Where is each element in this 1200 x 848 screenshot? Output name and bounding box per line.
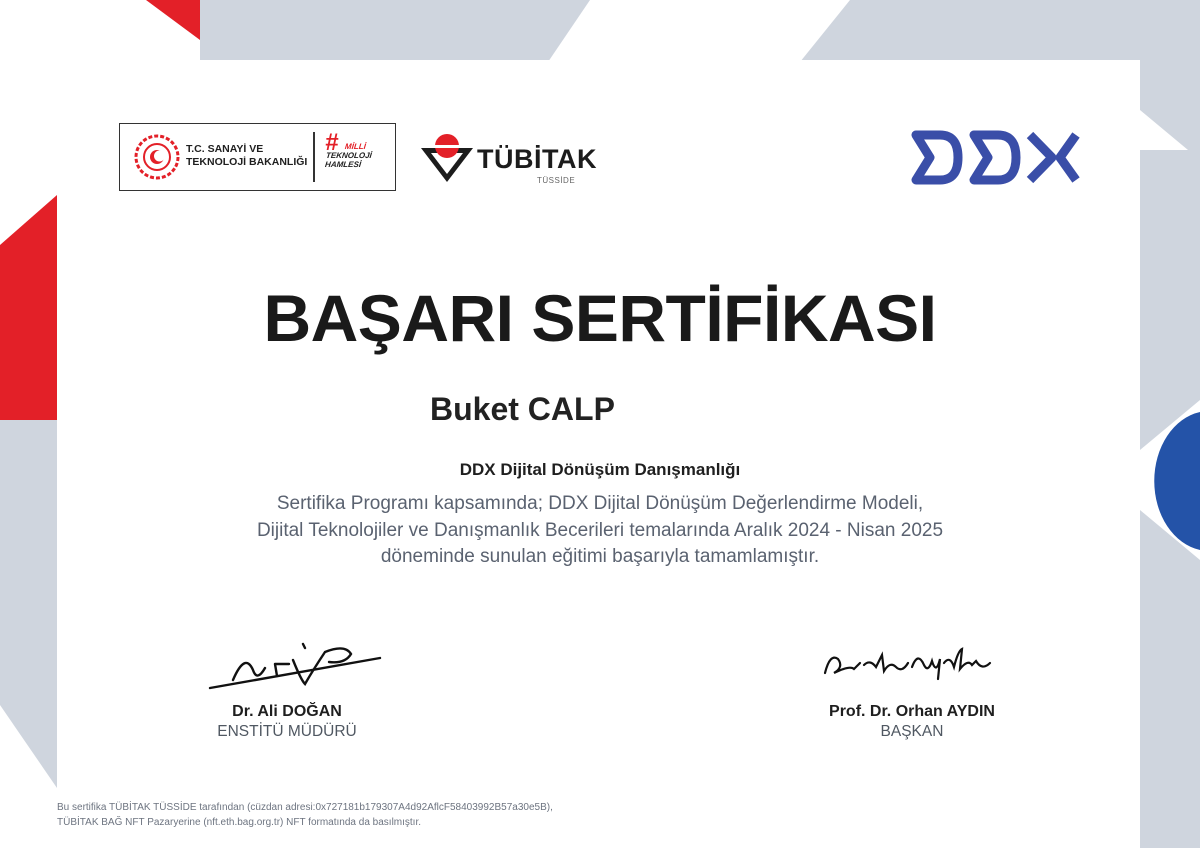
description-line: döneminde sunulan eğitimi başarıyla tamamlamıştır. [380, 546, 820, 567]
footer-line2: TÜBİTAK BAĞ NFT Pazaryerine (nft.eth.bag.org.tr) NFT formatında da basılmıştır. [57, 817, 422, 828]
certificate-description [0, 491, 1200, 571]
tubitak-subtitle: TÜSSİDE [537, 176, 576, 185]
signatory-left-role: ENSTİTÜ MÜDÜRÜ [217, 723, 357, 740]
signatory-right [762, 702, 1062, 742]
ministry-name-line1: T.C. SANAYİ VE [186, 143, 264, 155]
ministry-logo [119, 123, 396, 191]
signatory-left-name: Dr. Ali DOĞAN [232, 703, 342, 720]
milli-line3: HAMLESİ [324, 160, 362, 169]
footer-line1: Bu sertifika TÜBİTAK TÜSSİDE tarafından (cüzdan adresi:0x727181b179307A4d92AflcF58403992B57a30e5B), [57, 802, 553, 813]
milli-line1: MİLLİ [344, 142, 367, 151]
ddx-logo [910, 130, 1085, 185]
signature-right [820, 645, 1000, 685]
milli-teknoloji-text [324, 142, 421, 169]
tubitak-name: TÜBİTAK [477, 144, 597, 174]
tubitak-emblem-icon [421, 132, 473, 182]
description-line: Sertifika Programı kapsamında; DDX Dijital Dönüşüm Değerlendirme Modeli, [276, 493, 924, 514]
description-line: Dijital Teknolojiler ve Danışmanlık Becerileri temalarında Aralık 2024 - Nisan 2025 [256, 519, 944, 541]
signature-left [205, 640, 385, 695]
recipient-name: Buket CALP [430, 391, 615, 427]
ministry-name-line2: TEKNOLOJİ BAKANLIĞI [186, 156, 308, 168]
program-name: DDX Dijital Dönüşüm Danışmanlığı [459, 460, 741, 479]
ministry-emblem-icon [134, 134, 180, 180]
ministry-name [186, 143, 316, 169]
footer-note [57, 800, 553, 830]
milli-line2: TEKNOLOJİ [325, 151, 373, 160]
signatory-left [137, 702, 437, 742]
milli-teknoloji-hash-icon: # [325, 129, 339, 156]
logo-divider [313, 132, 315, 182]
signatory-right-name: Prof. Dr. Orhan AYDIN [829, 703, 995, 720]
signatory-right-role: BAŞKAN [880, 723, 944, 740]
certificate-title: BAŞARI SERTİFİKASI [263, 281, 937, 355]
